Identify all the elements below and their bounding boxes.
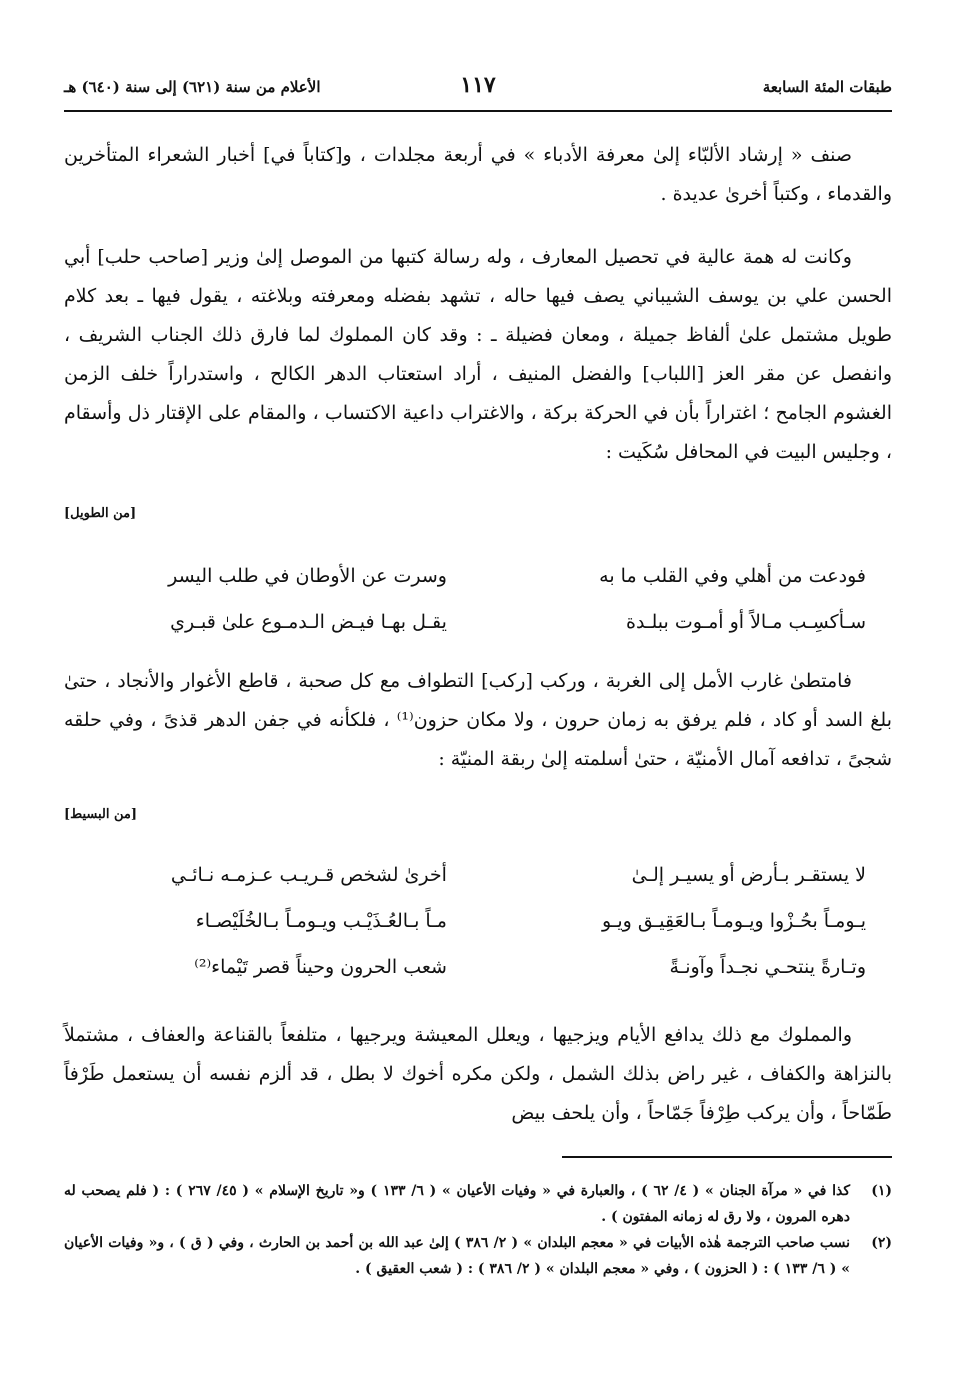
poem-verse — [90, 898, 866, 944]
paragraph: فامتطىٰ غارب الأمل إلى الغربة ، وركب [ركب] التطواف مع كل صحبة ، قاطع الأغوار والأنجاد ، حتىٰ بلغ السد أو كاد ، فلم يرفق به زمان حرون ، ولا مكان حزون⁽¹⁾ ، فلكأنه في جفن الدهر قذىً ، وفي حلقه شجىً ، تدافعه آمال الأمنيّة ، حتىٰ أسلمته إلىٰ ربقة المنيّة : — [64, 670, 892, 770]
footnote-number: (١) — [871, 1183, 892, 1199]
paragraph: صنف « إرشاد الألبّاء إلىٰ معرفة الأدباء » في أربعة مجلدات ، و[كتاباً في] أخبار الشعراء المتأخرين والقدماء ، وكتباً أخرىٰ عديدة . — [64, 144, 892, 205]
verse-first-hemistich: فودعت من أهلي وفي القلب ما به — [599, 565, 866, 587]
footnote — [64, 1178, 892, 1230]
poem-verse — [90, 599, 866, 645]
paragraph: والمملوك مع ذلك يدافع الأيام ويزجيها ، ويعلل المعيشة ويرجيها ، متلفعاً بالقناعة والعفاف ، مشتملاً بالنزاهة والكفاف ، غير راض بذلك الشمل ، ولكن مكره أخوك لا بطل ، قد ألزم نفسه أن يستعمل طَرْفاً طَمّاحاً ، وأن يركب طِرْفاً جَمّاحاً ، وأن يلحف بيض — [64, 1024, 892, 1124]
poem-verse — [90, 852, 866, 898]
meter-label: [من البسيط] — [64, 807, 138, 822]
verse-second-hemistich: يقـل بهـا فيـض الـدمـوع علىٰ قبـري — [170, 611, 447, 633]
poem-block-2 — [90, 852, 866, 990]
verse-first-hemistich: وتـارةً ينتحـي نجـداً وآونـةً — [669, 956, 866, 978]
verse-first-hemistich: سـأكسِـب مـالاً أو أمـوت ببلـدة — [625, 611, 866, 633]
paragraph-block-3 — [64, 662, 892, 779]
running-header — [64, 70, 892, 112]
verse-second-hemistich: وسرت عن الأوطان في طلب اليسر — [168, 565, 447, 587]
paragraph: وكانت له همة عالية في تحصيل المعارف ، وله رسالة كتبها من الموصل إلىٰ وزير [صاحب حلب] أبي الحسن علي بن يوسف الشيباني يصف فيها حاله ، تشهد بفضله ومعرفته وبلاغته ، يقول فيها ـ بعد كلام طويل مشتمل علىٰ ألفاظ جميلة ، ومعان فضيلة ـ : وقد كان المملوك لما فارق ذلك الجناب الشريف ، وانفصل عن مقر العز [اللباب] والفضل المنيف ، أراد استعتاب الدهر الكالح ، واستدراراً خلف الزمن الغشوم الجامح ؛ اغتراراً بأن في الحركة بركة ، والاغتراب داعية الاكتساب ، والمقام على الإقتار ذل وأسقام ، وجليس البيت في المحافل سُكَيت : — [64, 246, 892, 463]
footnote — [64, 1230, 892, 1282]
verse-first-hemistich: يـومـاً بحُـزْوا ويـومـاً بـالعَقِيـق ويـو — [602, 910, 866, 932]
footnote-text: نسب صاحب الترجمة هٰذه الأبيات في « معجم البلدان » ( ٢/ ٣٨٦ ) إلىٰ عبد الله بن أحمد بن الحارث ، وفي ( ق ) ، و« وفيات الأعيان » ( ٦/ ١٣٣ ) : ( الحزون ) ، وفي « معجم البلدان » ( ٢/ ٣٨٦ ) : ( شعب العقيق ) . — [64, 1235, 850, 1277]
header-book-title: طبقات المئة السابعة — [762, 78, 892, 96]
footnotes — [64, 1178, 892, 1282]
page-number: ١١٧ — [460, 72, 496, 98]
verse-first-hemistich: لا يستقـر بـأرض أو يسيـر إلـىٰ — [631, 864, 866, 886]
poem-verse — [90, 553, 866, 599]
paragraph-block-1 — [64, 136, 892, 214]
footnote-number: (٢) — [871, 1235, 892, 1251]
meter-label: [من الطويل] — [64, 506, 137, 521]
paragraph-block-2 — [64, 238, 892, 472]
footnote-text: كذا في « مرآة الجنان » ( ٤/ ٦٢ ) ، والعبارة في « وفيات الأعيان » ( ٦/ ١٣٣ ) و« تاريخ الإسلام » ( ٤٥/ ٢٦٧ ) : ( فلم يصحب له دهره المرون ، ولا رق له زمانه المفتون ) . — [64, 1183, 850, 1225]
footnote-divider — [562, 1156, 892, 1158]
poem-block-1 — [90, 553, 866, 645]
poem-verse — [90, 944, 866, 990]
verse-second-hemistich: أخرىٰ لشخص قـريـب عـزمـه نـائـي — [170, 864, 447, 886]
verse-second-hemistich: مـاً بـالعُـذَيْـب ويـومـاً بـالخُلَيْصـاء — [195, 910, 447, 932]
paragraph-block-4 — [64, 1016, 892, 1133]
verse-second-hemistich: شعب الحرون وحيناً قصر تَيْماء⁽²⁾ — [194, 956, 447, 978]
header-section-title: الأعلام من سنة (٦٢١) إلى سنة (٦٤٠) هـ — [64, 78, 321, 96]
